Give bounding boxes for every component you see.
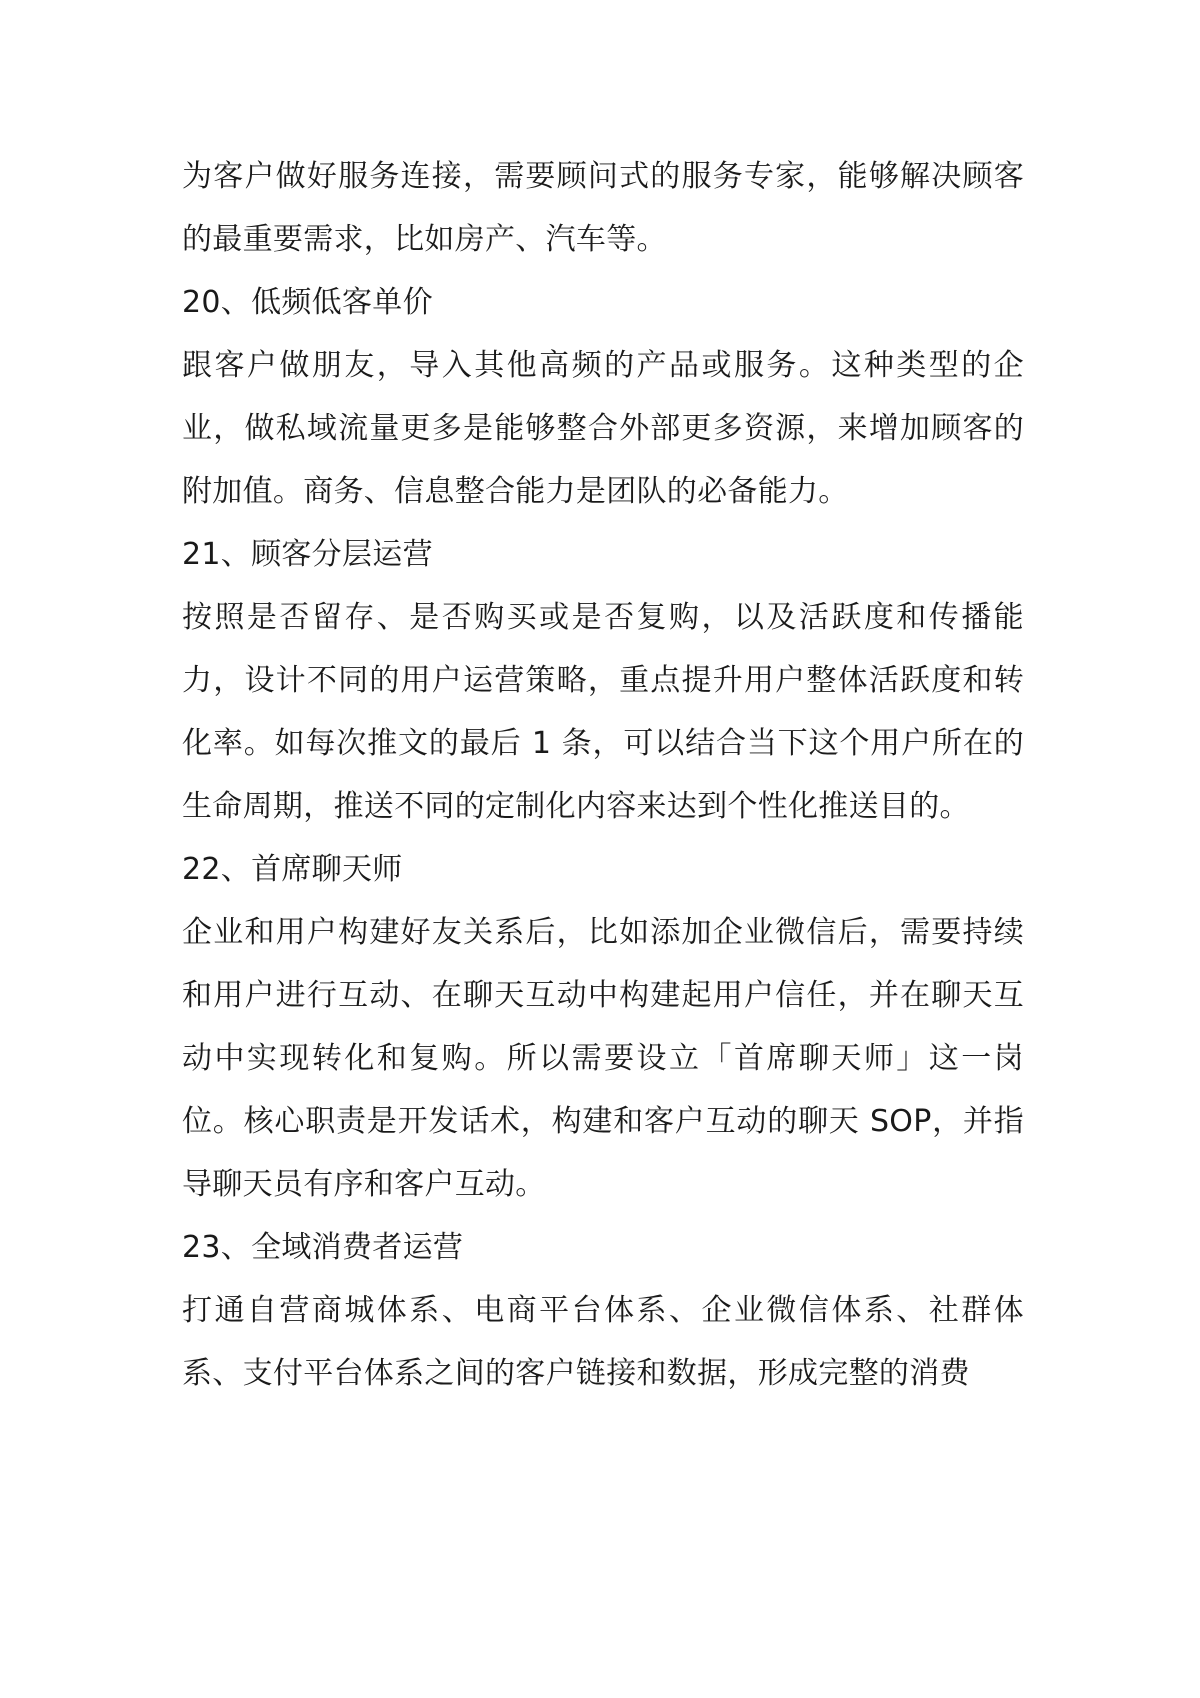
paragraph-omni-channel-data: 打通自营商城体系、电商平台体系、企业微信体系、社群体系、支付平台体系之间的客户链接和数据，形成完整的消费 bbox=[182, 1293, 1024, 1391]
paragraph-service-connection: 为客户做好服务连接，需要顾问式的服务专家，能够解决顾客的最重要需求，比如房产、汽车等。 bbox=[182, 159, 1024, 257]
heading-21-customer-tiering: 21、顾客分层运营 bbox=[182, 537, 433, 572]
paragraph-befriend-customers: 跟客户做朋友，导入其他高频的产品或服务。这种类型的企业，做私域流量更多是能够整合外部更多资源，来增加顾客的附加值。商务、信息整合能力是团队的必备能力。 bbox=[182, 348, 1024, 509]
heading-22-chief-chat-officer: 22、首席聊天师 bbox=[182, 852, 403, 887]
heading-20-low-frequency-low-price: 20、低频低客单价 bbox=[182, 285, 433, 320]
document-body bbox=[182, 145, 1024, 1405]
paragraph-tiered-operation: 按照是否留存、是否购买或是否复购，以及活跃度和传播能力，设计不同的用户运营策略，重点提升用户整体活跃度和转化率。如每次推文的最后 1 条，可以结合当下这个用户所在的生命周期，推送不同的定制化内容来达到个性化推送目的。 bbox=[182, 600, 1024, 824]
heading-23-omni-channel-consumer: 23、全域消费者运营 bbox=[182, 1230, 464, 1265]
paragraph-chat-officer-role: 企业和用户构建好友关系后，比如添加企业微信后，需要持续和用户进行互动、在聊天互动中构建起用户信任，并在聊天互动中实现转化和复购。所以需要设立「首席聊天师」这一岗位。核心职责是开发话术，构建和客户互动的聊天 SOP，并指导聊天员有序和客户互动。 bbox=[182, 915, 1024, 1202]
